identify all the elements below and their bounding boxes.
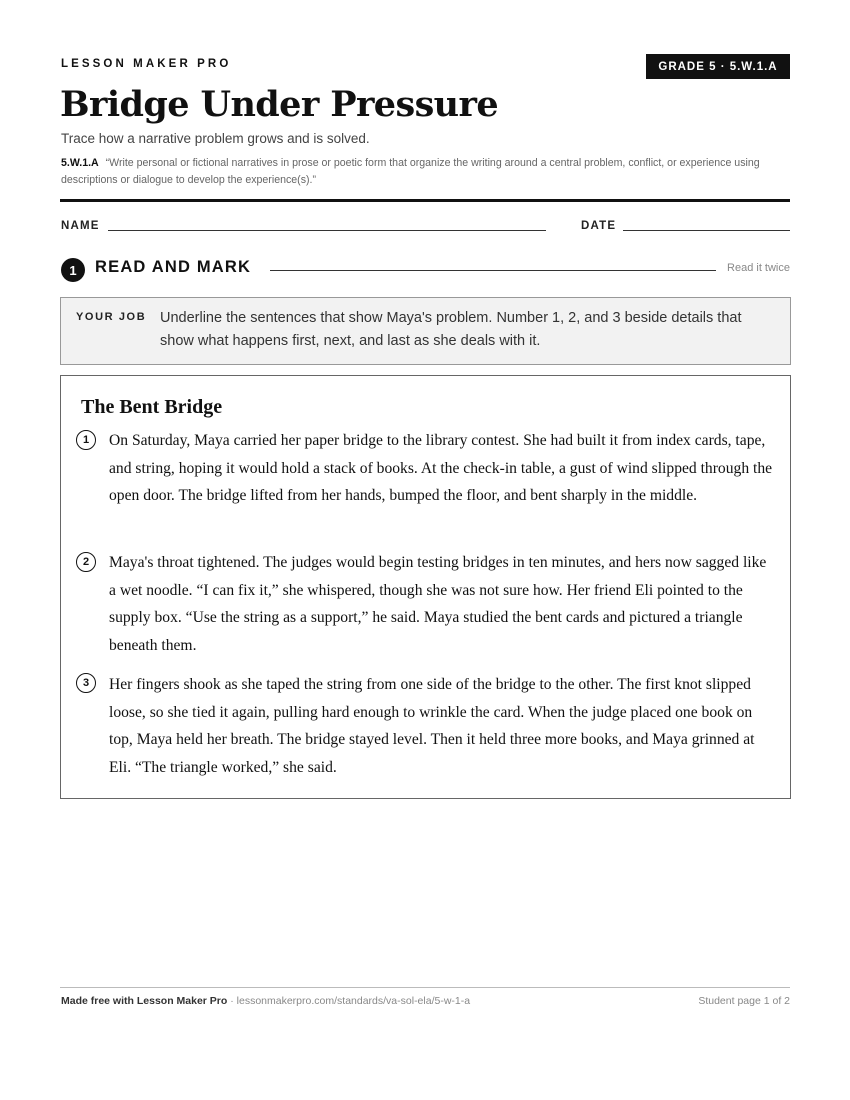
paragraph-number-2: 2: [76, 552, 96, 572]
your-job-label: YOUR JOB: [76, 311, 147, 323]
footer-page-number: Student page 1 of 2: [698, 995, 790, 1007]
standard-text: “Write personal or fictional narratives in prose or poetic form that organize the writing around a central problem, conflict, or experience using descriptions or dialogue to develop the experience(s).”: [61, 157, 760, 186]
brand-name: LESSON MAKER PRO: [61, 58, 232, 70]
date-label: DATE: [581, 220, 617, 232]
section-divider: [270, 270, 716, 271]
footer-made-with: Made free with Lesson Maker Pro: [61, 995, 228, 1007]
story-paragraph-1: On Saturday, Maya carried her paper bridge to the library contest. She had built it from index cards, tape, and string, hoping it would hold a stack of books. At the check-in table, a gust of wind slipped through the open door. The bridge lifted from her hands, bumped the floor, and bent sharply in the middle.: [109, 432, 773, 504]
section-number-badge: 1: [61, 258, 85, 282]
footer-divider: [60, 987, 790, 988]
footer-separator: ·: [227, 995, 237, 1007]
paragraph-number-3: 3: [76, 673, 96, 693]
date-field[interactable]: [623, 230, 790, 231]
header-divider: [60, 199, 790, 202]
story-paragraph-3: Her fingers shook as she taped the string from one side of the bridge to the other. The first knot slipped loose, so she tied it again, pulling hard enough to wrinkle the card. When the judge placed one book on top, Maya held her breath. The bridge stayed level. Then it held three more books, and Maya grinned at Eli. “The triangle worked,” she said.: [109, 676, 755, 776]
story-title: The Bent Bridge: [81, 396, 223, 418]
paragraph-number-1: 1: [76, 430, 96, 450]
footer-credit: [61, 995, 470, 1007]
section-title: READ AND MARK: [95, 258, 252, 276]
page-subtitle: Trace how a narrative problem grows and is solved.: [61, 131, 370, 146]
standard-code: 5.W.1.A: [61, 157, 99, 169]
your-job-box: [60, 297, 791, 365]
standard-description: [61, 155, 793, 188]
your-job-text: Underline the sentences that show Maya's problem. Number 1, 2, and 3 beside details that show what happens first, next, and last as she deals with it.: [160, 310, 742, 349]
story-box: [60, 375, 791, 799]
footer-url[interactable]: lessonmakerpro.com/standards/va-sol-ela/5-w-1-a: [236, 995, 471, 1007]
name-label: NAME: [61, 220, 100, 232]
grade-badge: GRADE 5 · 5.W.1.A: [646, 54, 790, 79]
name-field[interactable]: [108, 230, 546, 231]
story-paragraph-2: Maya's throat tightened. The judges would begin testing bridges in ten minutes, and hers now sagged like a wet noodle. “I can fix it,” she whispered, though she was not sure how. Her friend Eli pointed to the supply box. “Use the string as a support,” he said. Maya studied the bent cards and pictured a triangle beneath them.: [109, 554, 767, 654]
page-title: Bridge Under Pressure: [60, 84, 499, 125]
section-hint: Read it twice: [727, 262, 790, 274]
